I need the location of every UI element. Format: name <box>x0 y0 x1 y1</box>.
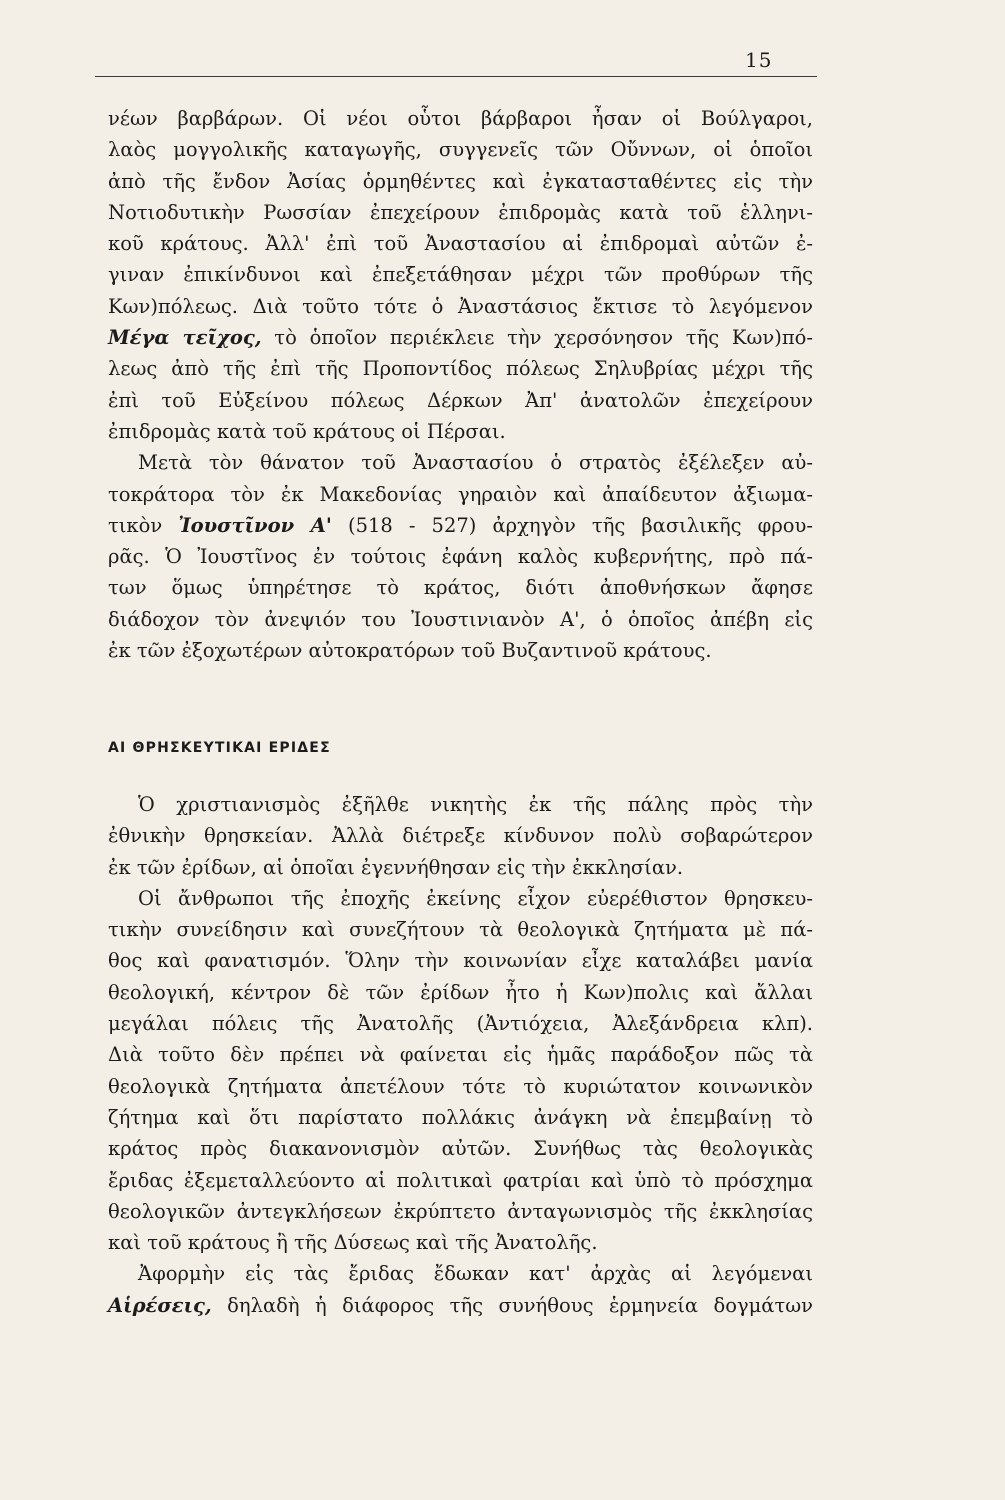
paragraph-barbarians <box>108 103 813 447</box>
section-heading: ΑΙ ΘΡΗΣΚΕΥΤΙΚΑΙ ΕΡΙΔΕΣ <box>108 740 331 756</box>
text-line: Διὰ τοῦτο δὲν πρέπει νὰ φαίνεται εἰς ἡμᾶς παράδοξον πῶς τὰ <box>108 1043 813 1067</box>
text-run: (518 - 527) ἀρχηγὸν τῆς βασιλικῆς φρου- <box>331 513 813 537</box>
text-run: δηλαδὴ ἡ διάφορος τῆς συνήθους ἑρμηνεία δογμάτων <box>211 1293 813 1317</box>
text-line: τοκράτορα τὸν ἐκ Μακεδονίας γηραιὸν καὶ ἀπαίδευτον ἀξιωμα- <box>108 482 813 506</box>
text-line: θεολογικῶν ἀντεγκλήσεων ἐκρύπτετο ἀνταγωνισμὸς τῆς ἐκκλησίας <box>108 1199 813 1223</box>
section-heading-block <box>108 740 331 756</box>
text-line: λεως ἀπὸ τῆς ἐπὶ τῆς Προποντίδος πόλεως Σηλυβρίας μέχρι τῆς <box>108 357 813 381</box>
text-line: ρᾶς. Ὁ Ἰουστῖνος ἐν τούτοις ἐφάνη καλὸς κυβερνήτης, πρὸ πά- <box>108 545 813 569</box>
text-line: ἔριδας ἐξεμεταλλεύοντο αἱ πολιτικαὶ φατρίαι καὶ ὑπὸ τὸ πρόσχημα <box>108 1168 813 1192</box>
text-line <box>108 1290 813 1321</box>
text-line: Οἱ ἄνθρωποι τῆς ἐποχῆς ἐκείνης εἶχον εὐερέθιστον θρησκευ- <box>138 886 813 910</box>
paragraph-heresies <box>108 1258 813 1321</box>
text-line: ἐκ τῶν ἐξοχωτέρων αὐτοκρατόρων τοῦ Βυζαντινοῦ κράτους. <box>108 639 712 663</box>
text-line: Ἀφορμὴν εἰς τὰς ἔριδας ἔδωκαν κατ' ἀρχὰς αἱ λεγόμεναι <box>138 1262 813 1286</box>
paragraph-justin <box>108 447 813 666</box>
text-line: ζήτημα καὶ ὅτι παρίστατο πολλάκις ἀνάγκη νὰ ἐπεμβαίνῃ τὸ <box>108 1105 813 1129</box>
text-line: τικὴν συνείδησιν καὶ συνεζήτουν τὰ θεολογικὰ ζητήματα μὲ πά- <box>108 918 813 942</box>
text-line: διάδοχον τὸν ἀνεψιόν του Ἰουστινιανὸν Α', ὁ ὁποῖος ἀπέβη εἰς <box>108 607 813 631</box>
text-line: κράτος πρὸς διακανονισμὸν αὐτῶν. Συνήθως τὰς θεολογικὰς <box>108 1137 813 1161</box>
text-line: Ὁ χριστιανισμὸς ἐξῆλθε νικητὴς ἐκ τῆς πάλης πρὸς τὴν <box>138 793 813 816</box>
page-number: 15 <box>745 48 773 72</box>
text-run: τὸ ὁποῖον περιέκλειε τὴν χερσόνησον τῆς Κων)πό- <box>261 326 813 350</box>
text-line: Νοτιοδυτικὴν Ρωσσίαν ἐπεχείρουν ἐπιδρομὰς κατὰ τοῦ ἑλληνι- <box>108 200 813 224</box>
text-line: των ὅμως ὑπηρέτησε τὸ κράτος, διότι ἀποθνήσκων ἄφησε <box>108 576 813 600</box>
emphasis-term: Αἱρέσεις, <box>108 1293 212 1317</box>
paragraph-people <box>108 883 813 1259</box>
text-line <box>108 510 813 541</box>
paragraph-christianity <box>108 789 813 883</box>
text-line <box>108 322 813 353</box>
text-run: τικὸν <box>108 513 179 537</box>
text-line: θεολογική, κέντρον δὲ τῶν ἐρίδων ἦτο ἡ Κων)πολις καὶ ἄλλαι <box>108 980 813 1004</box>
text-line: θεολογικὰ ζητήματα ἀπετέλουν τότε τὸ κυριώτατον κοινωνικὸν <box>108 1074 813 1098</box>
text-line: ἐπιδρομὰς κατὰ τοῦ κράτους οἱ Πέρσαι. <box>108 419 506 443</box>
text-line: Κων)πόλεως. Διὰ τοῦτο τότε ὁ Ἀναστάσιος ἔκτισε τὸ λεγόμενον <box>108 294 813 318</box>
text-line: θος καὶ φανατισμόν. Ὅλην τὴν κοινωνίαν εἶχε καταλάβει μανία <box>108 949 813 973</box>
text-line: μεγάλαι πόλεις τῆς Ἀνατολῆς (Ἀντιόχεια, Ἀλεξάνδρεια κλπ). <box>108 1012 813 1036</box>
text-line: γιναν ἐπικίνδυνοι καὶ ἐπεξετάθησαν μέχρι τῶν προθύρων τῆς <box>108 263 813 287</box>
body-text-bottom <box>108 789 813 1321</box>
text-line: ἐκ τῶν ἐρίδων, αἱ ὁποῖαι ἐγεννήθησαν εἰς τὴν ἐκκλησίαν. <box>108 855 684 879</box>
text-line: λαὸς μογγολικῆς καταγωγῆς, συγγενεῖς τῶν Οὔννων, οἱ ὁποῖοι <box>108 138 813 162</box>
text-line: Μετὰ τὸν θάνατον τοῦ Ἀναστασίου ὁ στρατὸς ἐξέλεξεν αὐ- <box>138 451 813 475</box>
text-line: καὶ τοῦ κράτους ἢ τῆς Δύσεως καὶ τῆς Ἀνατολῆς. <box>108 1231 598 1255</box>
text-line: νέων βαρβάρων. Οἱ νέοι οὗτοι βάρβαροι ἦσαν οἱ Βούλγαροι, <box>108 107 813 130</box>
text-line: ἐπὶ τοῦ Εὐξείνου πόλεως Δέρκων Ἀπ' ἀνατολῶν ἐπεχείρουν <box>108 388 813 412</box>
emphasis-term: Ἰουστῖνον Α' <box>178 513 332 537</box>
emphasis-term: Μέγα τεῖχος, <box>108 326 262 350</box>
header-rule <box>95 76 817 77</box>
text-line: κοῦ κράτους. Ἀλλ' ἐπὶ τοῦ Ἀναστασίου αἱ ἐπιδρομαὶ αὐτῶν ἐ- <box>108 232 813 256</box>
text-line: ἐθνικὴν θρησκείαν. Ἀλλὰ διέτρεξε κίνδυνον πολὺ σοβαρώτερον <box>108 824 813 848</box>
text-line: ἀπὸ τῆς ἔνδον Ἀσίας ὁρμηθέντες καὶ ἐγκατασταθέντες εἰς τὴν <box>108 169 813 193</box>
body-text-top <box>108 103 813 666</box>
